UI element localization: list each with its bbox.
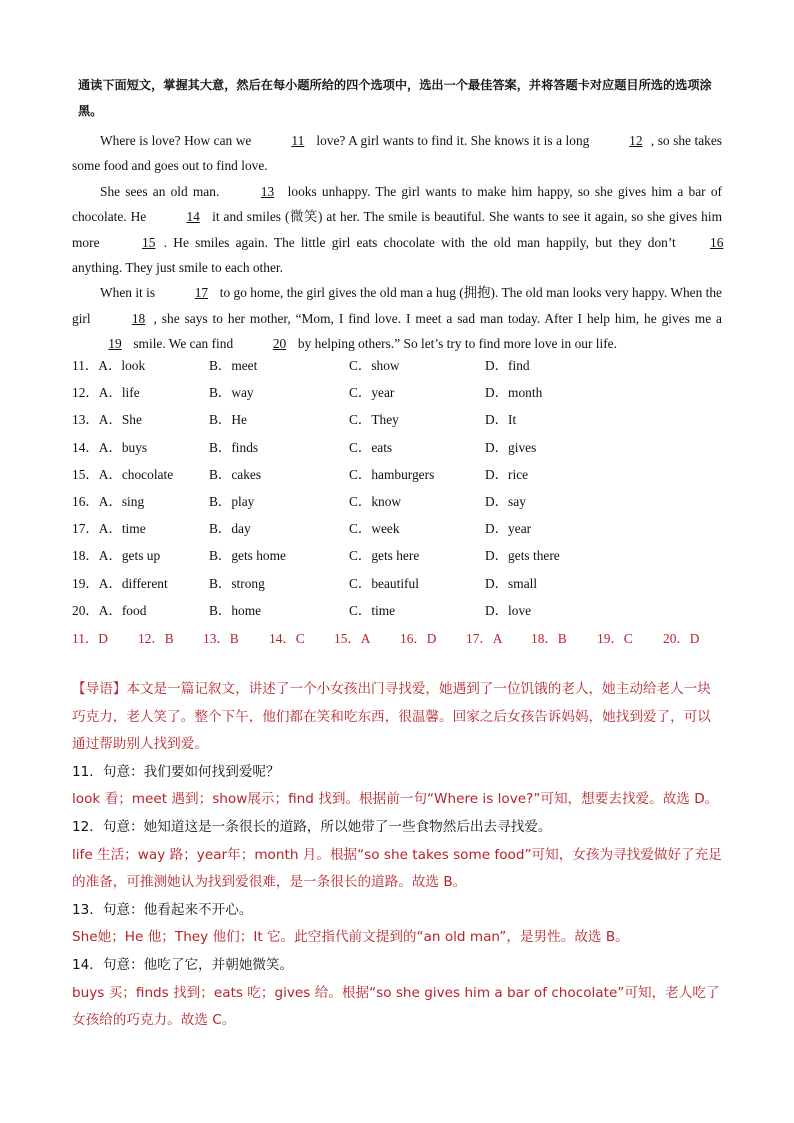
passage-text: to go home, the girl gives the old man a hug (拥抱). The old man looks very happy. When the girl (72, 285, 722, 326)
option-a: 13．A．She (72, 412, 142, 428)
answer-12: 12．B (138, 631, 174, 646)
answer-19: 19．C (597, 631, 633, 646)
option-a: 20．A．food (72, 602, 147, 618)
option-c: C．show (349, 358, 400, 373)
explanation-question: 12．句意：她知道这是一条很长的道路，所以她带了一些食物然后出去寻找爱。 (72, 818, 552, 835)
option-b: B．finds (209, 439, 259, 455)
passage-text: by helping others.” So let’s try to find more love in our life. (294, 336, 617, 352)
passage (72, 128, 722, 357)
option-a: 16．A．sing (72, 493, 145, 509)
explanation-question: 11．句意：我们要如何找到爱呢？ (72, 763, 280, 780)
guide-text: 本文是一篇记叙文，讲述了一个小女孩出门寻找爱，她遇到了一位饥饿的老人，她主动给老人一块巧克力，老人笑了。整个下午，他们都在笑和吃东西，很温馨。回家之后女孩告诉妈妈，她找到爱了，可以通过帮助别人找到爱。 (72, 681, 711, 753)
option-c: C．hamburgers (349, 466, 435, 482)
option-c: C．know (349, 493, 402, 509)
answer-15: 15．A (334, 631, 371, 646)
passage-text: , she says to her mother, “Mom, I find love. I meet a sad man today. After I help him, he gives me a (153, 310, 723, 326)
option-d: D．say (485, 493, 526, 509)
blank-17: 17 (194, 285, 209, 301)
blank-18: 18 (131, 310, 146, 326)
option-b: B．He (209, 412, 247, 428)
passage-text: it and smiles (微笑) at her. The smile is beautiful. She wants to see it again, so she gives him more (72, 209, 722, 250)
option-a: 18．A．gets up (72, 548, 161, 564)
passage-text: smile. We can find (130, 336, 237, 352)
answer-13: 13．B (203, 631, 239, 646)
option-b: B．cakes (209, 466, 262, 482)
option-a: 15．A．chocolate (72, 466, 174, 482)
option-row-12 (72, 379, 732, 406)
option-d: D．gives (485, 439, 537, 455)
answer-11: 11．D (72, 631, 108, 646)
answer-14: 14．C (269, 631, 305, 646)
option-row-13 (72, 406, 732, 433)
option-d: D．small (485, 575, 538, 591)
blank-19: 19 (108, 336, 122, 352)
option-d: D．year (485, 521, 532, 537)
explanation-section (72, 676, 722, 1035)
answer-16: 16．D (400, 631, 437, 646)
passage-text: looks unhappy. The girl wants to make him happy, so she gives him a bar of chocolate. He (72, 183, 722, 225)
option-c: C．year (349, 385, 395, 401)
blank-11: 11 (291, 133, 305, 148)
guide-paragraph (72, 676, 722, 759)
option-c: C．week (349, 521, 400, 537)
passage-text: She sees an old man. (100, 183, 225, 199)
passage-text: anything. They just smile to each other. (72, 260, 283, 276)
option-c: C．time (349, 602, 396, 618)
option-row-20 (72, 597, 732, 624)
option-a: 14．A．buys (72, 439, 148, 455)
option-d: D．love (485, 602, 532, 618)
passage-text: Where is love? How can we (100, 133, 255, 148)
option-row-14 (72, 434, 732, 461)
explanation-answer: life 生活；way 路；year年；month 月。根据“so she takes some food”可知，女孩为寻找爱做好了充足的准备，可推测她认为找到爱很难，是一条很长的道路。故选 B。 (72, 846, 722, 891)
passage-paragraph-3 (72, 280, 722, 356)
blank-16: 16 (710, 234, 724, 250)
blank-20: 20 (272, 336, 287, 352)
option-b: B．day (209, 521, 251, 537)
blank-15: 15 (142, 234, 156, 250)
option-b: B．way (209, 385, 254, 401)
explanation-answer: look 看；meet 遇到；show展示；find 找到。根据前一句“Where is love?”可知，想要去找爱。故选 D。 (72, 791, 719, 808)
instructions: 通读下面短文，掌握其大意，然后在每小题所给的四个选项中，选出一个最佳答案，并将答题卡对应题目所选的选项涂黑。 (78, 78, 712, 118)
answer-17: 17．A (466, 631, 503, 646)
answer-18: 18．B (531, 631, 567, 646)
option-d: D．find (485, 358, 530, 373)
explanation-answer: buys 买；finds 找到；eats 吃；gives 给。根据“so she gives him a bar of chocolate”可知，老人吃了女孩给的巧克力。故选 C。 (72, 984, 720, 1029)
option-b: B．gets home (209, 548, 286, 564)
option-row-15 (72, 461, 732, 488)
option-a: 19．A．different (72, 575, 168, 591)
option-d: D．It (485, 412, 517, 428)
option-c: C．beautiful (349, 575, 419, 591)
option-row-19 (72, 570, 732, 597)
passage-paragraph-2 (72, 179, 722, 281)
blank-12: 12 (629, 133, 643, 148)
option-d: D．gets there (485, 548, 560, 564)
option-d: D．rice (485, 466, 529, 482)
option-c: C．They (349, 412, 399, 428)
passage-text: When it is (100, 285, 159, 301)
option-row-11 (72, 352, 732, 379)
explanation-question: 14．句意：他吃了它，并朝她微笑。 (72, 956, 294, 973)
option-row-17 (72, 515, 732, 542)
options-list (72, 352, 732, 624)
passage-paragraph-1 (72, 128, 722, 179)
guide-tag: 【导语】 (72, 681, 127, 697)
answer-20: 20．D (663, 631, 700, 646)
explanation-question: 13．句意：他看起来不开心。 (72, 901, 253, 918)
blank-14: 14 (186, 209, 200, 225)
passage-text: , so she takes some food and goes out to find love. (72, 133, 722, 174)
option-d: D．month (485, 385, 543, 401)
option-row-18 (72, 542, 732, 569)
option-a: 11．A．look (72, 358, 146, 373)
option-a: 12．A．life (72, 385, 140, 401)
passage-text: love? A girl wants to find it. She knows it is a long (312, 133, 593, 148)
option-b: B．meet (209, 358, 258, 373)
passage-text: . He smiles again. The little girl eats chocolate with the old man happily, but they don’t (163, 234, 682, 250)
explanation-answer: She她；He 他；They 他们；It 它。此空指代前文提到的“an old man”，是男性。故选 B。 (72, 929, 629, 946)
option-row-16 (72, 488, 732, 515)
option-c: C．eats (349, 439, 393, 455)
option-b: B．home (209, 602, 262, 618)
blank-13: 13 (260, 183, 275, 199)
option-b: B．strong (209, 575, 265, 591)
option-c: C．gets here (349, 548, 420, 564)
option-b: B．play (209, 493, 255, 509)
option-a: 17．A．time (72, 521, 146, 537)
